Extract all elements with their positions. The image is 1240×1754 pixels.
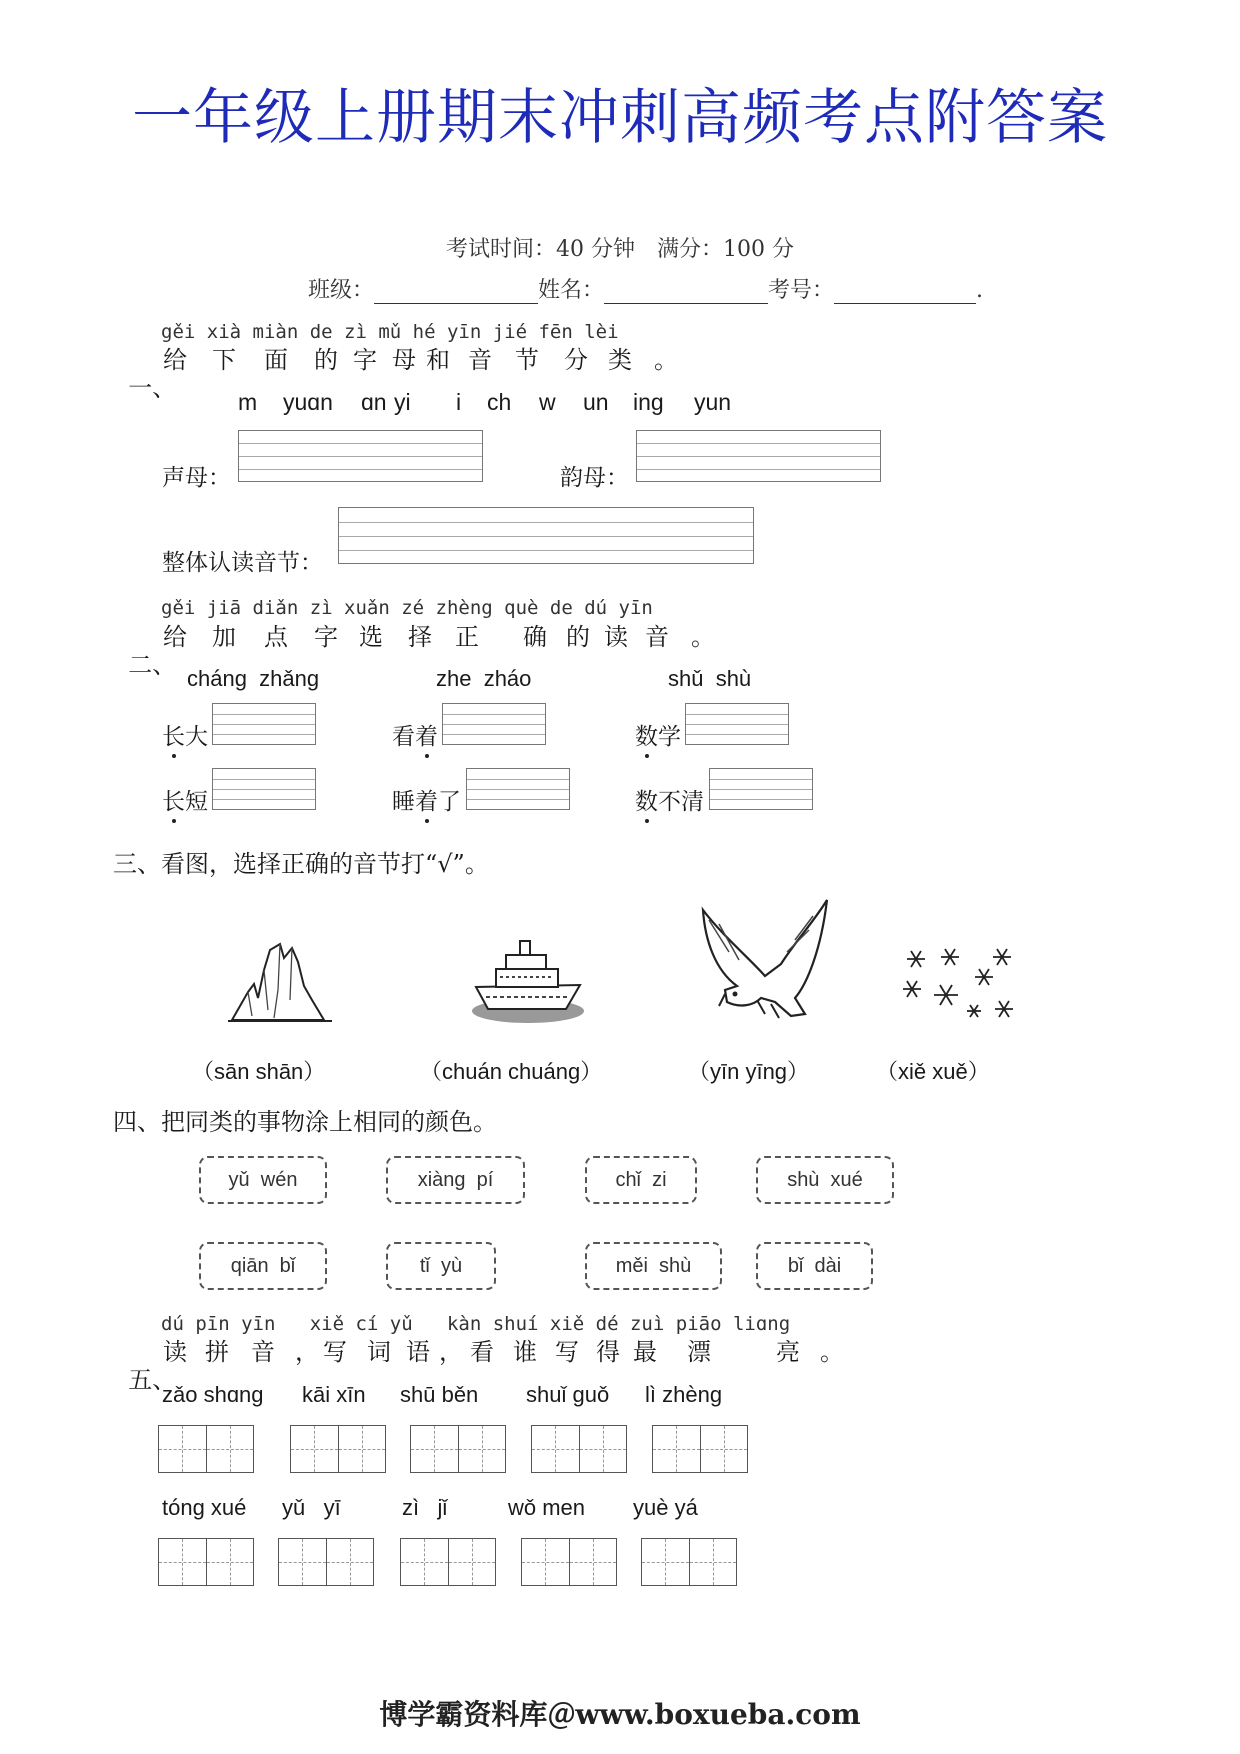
s2-word	[635, 783, 704, 816]
s2-word	[162, 783, 208, 816]
s2-word-text: 不清	[658, 789, 704, 815]
s1-char: 。	[654, 346, 678, 374]
eagle-picture	[695, 890, 831, 1030]
class-field[interactable]	[374, 281, 538, 304]
number-label: 考号：	[768, 278, 835, 303]
s1-letter: yun	[694, 389, 732, 415]
s5-pinyin: dú pīn yīn xiě cí yǔ kàn shuí xiě dé zuì piāo liɑng	[161, 1313, 791, 1335]
s2-writing-box[interactable]	[685, 703, 789, 745]
s2-char: 字	[314, 623, 338, 651]
s2-char: 正	[455, 623, 479, 651]
s5-char: ，	[439, 1338, 463, 1366]
tian-box[interactable]	[400, 1538, 496, 1586]
s1-char: 音	[468, 346, 492, 374]
tian-box[interactable]	[531, 1425, 627, 1473]
tian-box[interactable]	[158, 1538, 254, 1586]
s5-char: 看	[470, 1338, 494, 1366]
s5-char: 亮	[776, 1338, 800, 1366]
tian-box[interactable]	[158, 1425, 254, 1473]
s2-word	[392, 783, 461, 816]
name-label: 姓名：	[538, 278, 605, 303]
s1-char: 下	[212, 346, 236, 374]
color-tag-qianbi[interactable]: qiān bǐ	[199, 1242, 327, 1290]
s1-char: 类	[608, 346, 632, 374]
footer-watermark: 博学霸资料库＠www.boxueba.com	[379, 1698, 861, 1731]
s1-letter: yuɑn	[283, 389, 333, 415]
s5-char: 最	[633, 1338, 657, 1366]
s5-row2-word-5: yuè yá	[633, 1495, 698, 1520]
s2-writing-box[interactable]	[709, 768, 813, 810]
s5-number: 五、	[128, 1366, 177, 1394]
s1-letter: un	[583, 389, 609, 415]
tian-box[interactable]	[652, 1425, 748, 1473]
zhengti-label: 整体认读音节：	[162, 550, 323, 576]
s2-word-text: 短	[185, 789, 208, 815]
s2-word	[635, 718, 681, 751]
s1-letter: i	[456, 389, 462, 415]
color-tag-yuwen[interactable]: yǔ wén	[199, 1156, 327, 1204]
s2-char: 择	[408, 623, 432, 651]
s2-char: 确	[523, 623, 547, 651]
page-title: 一年级上册期末冲刺高频考点附答案	[132, 83, 1108, 153]
s5-row1-word-4: shuǐ guǒ	[526, 1382, 610, 1407]
s5-char: 谁	[513, 1338, 537, 1366]
s5-row1-word-1: zǎo shɑng	[162, 1382, 264, 1407]
s2-char: 读	[604, 623, 628, 651]
tian-box[interactable]	[410, 1425, 506, 1473]
s2-char: 给	[163, 623, 187, 651]
s2-word-text: 看	[392, 724, 415, 750]
color-tag-shuxue[interactable]: shù xué	[756, 1156, 894, 1204]
student-info-line	[308, 273, 983, 304]
s3-heading: 三、看图，选择正确的音节打“√”。	[113, 850, 489, 878]
s2-dotted-char: 数	[635, 789, 658, 815]
tian-box[interactable]	[641, 1538, 737, 1586]
s1-char: 的	[314, 346, 338, 374]
tian-box[interactable]	[278, 1538, 374, 1586]
class-label: 班级：	[308, 278, 375, 303]
tian-box[interactable]	[521, 1538, 617, 1586]
s2-dotted-char: 长	[162, 789, 185, 815]
s2-writing-box[interactable]	[212, 703, 316, 745]
s1-letter: yi	[394, 389, 411, 415]
s5-char: 拼	[205, 1338, 229, 1366]
s1-char: 面	[264, 346, 288, 374]
s2-char: 音	[645, 623, 669, 651]
number-end: .	[976, 278, 984, 303]
number-field[interactable]	[834, 281, 976, 304]
s5-row2-word-2: yǔ yī	[282, 1495, 341, 1520]
s3-caption-mountain[interactable]: （sān shān）	[192, 1059, 326, 1084]
s2-word-text: 大	[185, 724, 208, 750]
s5-char: 。	[820, 1338, 844, 1366]
s3-caption-eagle[interactable]: （yīn yīng）	[688, 1059, 810, 1084]
s1-letter: ch	[487, 389, 512, 415]
s2-writing-box[interactable]	[442, 703, 546, 745]
color-tag-chizi[interactable]: chǐ zi	[585, 1156, 697, 1204]
color-tag-meishu[interactable]: měi shù	[585, 1242, 722, 1290]
s5-char: 漂	[687, 1338, 711, 1366]
s2-char: 。	[691, 623, 715, 651]
ship-picture	[470, 935, 586, 1027]
tian-box[interactable]	[290, 1425, 386, 1473]
s1-char: 母	[392, 346, 416, 374]
s1-number: 一、	[128, 374, 177, 402]
s5-char: ，	[295, 1338, 319, 1366]
s2-writing-box[interactable]	[212, 768, 316, 810]
s5-row1-word-2: kāi xīn	[302, 1382, 366, 1407]
s1-letter: ing	[633, 389, 664, 415]
s5-char: 写	[323, 1338, 347, 1366]
s2-word	[392, 718, 438, 751]
s2-option-3: shǔ shù	[668, 666, 752, 691]
s2-dotted-char: 着	[415, 789, 438, 815]
s2-word-text: 睡	[392, 789, 415, 815]
s2-word-text: 了	[438, 789, 461, 815]
s1-char: 节	[515, 346, 539, 374]
s2-char: 点	[264, 623, 288, 651]
s3-caption-ship[interactable]: （chuán chuáng）	[420, 1059, 603, 1084]
s5-char: 得	[596, 1338, 620, 1366]
s2-dotted-char: 长	[162, 724, 185, 750]
s2-option-2: zhe zháo	[436, 666, 532, 691]
s2-char: 选	[359, 623, 383, 651]
s2-char: 的	[566, 623, 590, 651]
snowflakes-picture	[900, 945, 1022, 1025]
s2-writing-box[interactable]	[466, 768, 570, 810]
yunmu-label: 韵母：	[560, 465, 629, 491]
s5-row2-word-3: zì jǐ	[402, 1495, 448, 1520]
s5-char: 音	[251, 1338, 275, 1366]
s1-char: 字	[353, 346, 377, 374]
mountain-picture	[228, 940, 334, 1026]
s2-dotted-char: 数	[635, 724, 658, 750]
name-field[interactable]	[604, 281, 768, 304]
s2-option-1: cháng zhǎng	[187, 666, 320, 691]
s2-number: 二、	[128, 651, 177, 679]
s5-char: 词	[367, 1338, 391, 1366]
s5-char: 语	[406, 1338, 430, 1366]
s5-row2-word-1: tóng xué	[162, 1495, 247, 1520]
s2-word-text: 学	[658, 724, 681, 750]
s2-word	[162, 718, 208, 751]
s2-dotted-char: 着	[415, 724, 438, 750]
s5-row1-word-3: shū běn	[400, 1382, 479, 1407]
s5-char: 读	[163, 1338, 187, 1366]
exam-info: 考试时间：40 分钟 满分：100 分	[446, 237, 794, 262]
s5-row2-word-4: wǒ men	[508, 1495, 586, 1520]
s1-letter: w	[539, 389, 556, 415]
s1-letter: ɑn	[361, 389, 387, 415]
shengmu-writing-box[interactable]	[238, 430, 483, 482]
s2-char: 加	[212, 623, 236, 651]
color-tag-bidai[interactable]: bǐ dài	[756, 1242, 873, 1290]
yunmu-writing-box[interactable]	[636, 430, 881, 482]
s5-char: 写	[555, 1338, 579, 1366]
s1-char: 分	[564, 346, 588, 374]
s5-row1-word-5: lì zhèng	[645, 1382, 723, 1407]
color-tag-tiyu[interactable]: tǐ yù	[386, 1242, 496, 1290]
s1-char: 和	[426, 346, 450, 374]
color-tag-xiangpi[interactable]: xiàng pí	[386, 1156, 525, 1204]
s4-heading: 四、把同类的事物涂上相同的颜色。	[113, 1108, 497, 1136]
s3-caption-snow[interactable]: （xiě xuě）	[876, 1059, 990, 1084]
s1-letter: m	[238, 389, 258, 415]
s2-pinyin: gěi jiā diǎn zì xuǎn zé zhèng què de dú yīn	[161, 597, 653, 619]
s1-char: 给	[163, 346, 187, 374]
shengmu-label: 声母：	[162, 465, 231, 491]
s1-pinyin: gěi xià miàn de zì mǔ hé yīn jié fēn lèi	[161, 321, 619, 343]
zhengti-writing-box[interactable]	[338, 507, 754, 564]
